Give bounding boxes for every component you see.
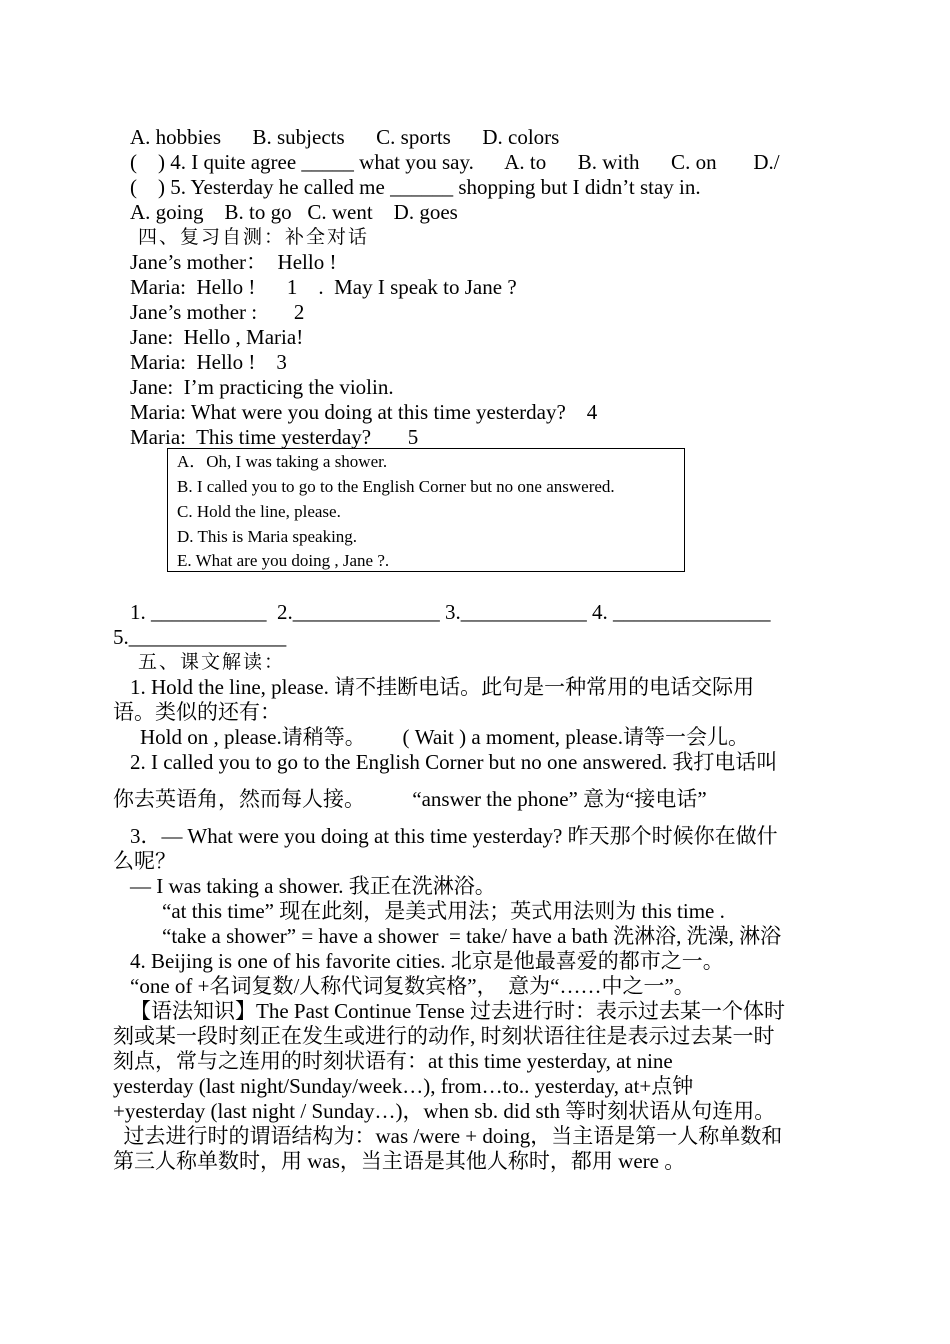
text-line: 2. I called you to go to the English Corner but no one answered. 我打电话叫 [130, 750, 778, 774]
question-5: ( ) 5. Yesterday he called me ______ shopping but I didn’t stay in. [130, 175, 701, 199]
section-4-heading: 四、复习自测：补全对话 [130, 226, 370, 248]
grammar-line: 刻或某一段时刻正在发生或进行的动作, 时刻状语往往是表示过去某一时 [113, 1024, 775, 1048]
section-5-heading: 五、课文解读： [130, 651, 286, 673]
text-line: 4. Beijing is one of his favorite cities. 北京是他最喜爱的都市之一。 [130, 949, 724, 973]
dialogue-line: Maria: What were you doing at this time yesterday? 4 [130, 400, 598, 424]
text-line: 么呢？ [113, 849, 176, 873]
text-line: 语。类似的还有： [113, 700, 281, 724]
dialogue-line: Maria: Hello ! 1 . May I speak to Jane ? [130, 275, 517, 299]
choice-b: B. I called you to go to the English Corner but no one answered. [177, 477, 615, 496]
text-line: 你去英语角，然而每人接。 “answer the phone” 意为“接电话” [113, 787, 707, 811]
answer-blank-5: 5._______________ [113, 625, 287, 649]
text-line: 1. Hold the line, please. 请不挂断电话。此句是一种常用的电话交际用 [130, 675, 755, 699]
answer-blanks: 1. ___________ 2.______________ 3.____________ 4. _______________ [130, 600, 771, 624]
text-line: “take a shower” = have a shower = take/ have a bath 洗淋浴, 洗澡, 淋浴 [162, 924, 782, 948]
dialogue-line: Jane: I’m practicing the violin. [130, 375, 394, 399]
grammar-line: 刻点，常与之连用的时刻状语有：at this time yesterday, at nine [113, 1049, 673, 1073]
grammar-line: 【语法知识】The Past Continue Tense 过去进行时：表示过去某一个体时 [130, 999, 785, 1023]
text-line: Hold on , please.请稍等。 ( Wait ) a moment, please.请等一会儿。 [140, 725, 749, 749]
q5-options: A. going B. to go C. went D. goes [130, 200, 458, 224]
text-line: “at this time” 现在此刻，是美式用法；英式用法则为 this time . [162, 899, 725, 923]
choice-d: D. This is Maria speaking. [177, 527, 358, 546]
choice-a: A．Oh, I was taking a shower. [177, 452, 388, 471]
choice-e: E. What are you doing , Jane ?. [177, 551, 390, 570]
grammar-line: +yesterday (last night / Sunday…)，when sb. did sth 等时刻状语从句连用。 [113, 1099, 776, 1123]
q3-options: A. hobbies B. subjects C. sports D. colors [130, 125, 560, 149]
grammar-line: 第三人称单数时，用 was，当主语是其他人称时，都用 were 。 [113, 1149, 686, 1173]
choice-c: C. Hold the line, please. [177, 502, 341, 521]
grammar-line: yesterday (last night/Sunday/week…), from…to.. yesterday, at+点钟 [113, 1074, 694, 1098]
question-4: ( ) 4. I quite agree _____ what you say. A. to B. with C. on D./ [130, 150, 780, 174]
text-line: “one of +名词复数/人称代词复数宾格”， 意为“……中之一”。 [130, 974, 695, 998]
text-line: 3．— What were you doing at this time yesterday? 昨天那个时候你在做什 [130, 824, 778, 848]
text-line: — I was taking a shower. 我正在洗淋浴。 [130, 874, 496, 898]
grammar-line: 过去进行时的谓语结构为：was /were + doing，当主语是第一人称单数和 [113, 1124, 783, 1148]
dialogue-line: Jane’s mother： Hello ! [130, 250, 337, 274]
dialogue-line: Maria: This time yesterday? 5 [130, 425, 419, 449]
dialogue-line: Maria: Hello ! 3 [130, 350, 287, 374]
dialogue-line: Jane’s mother : 2 [130, 300, 305, 324]
answer-choices-box [167, 448, 685, 572]
dialogue-line: Jane: Hello , Maria! [130, 325, 304, 349]
